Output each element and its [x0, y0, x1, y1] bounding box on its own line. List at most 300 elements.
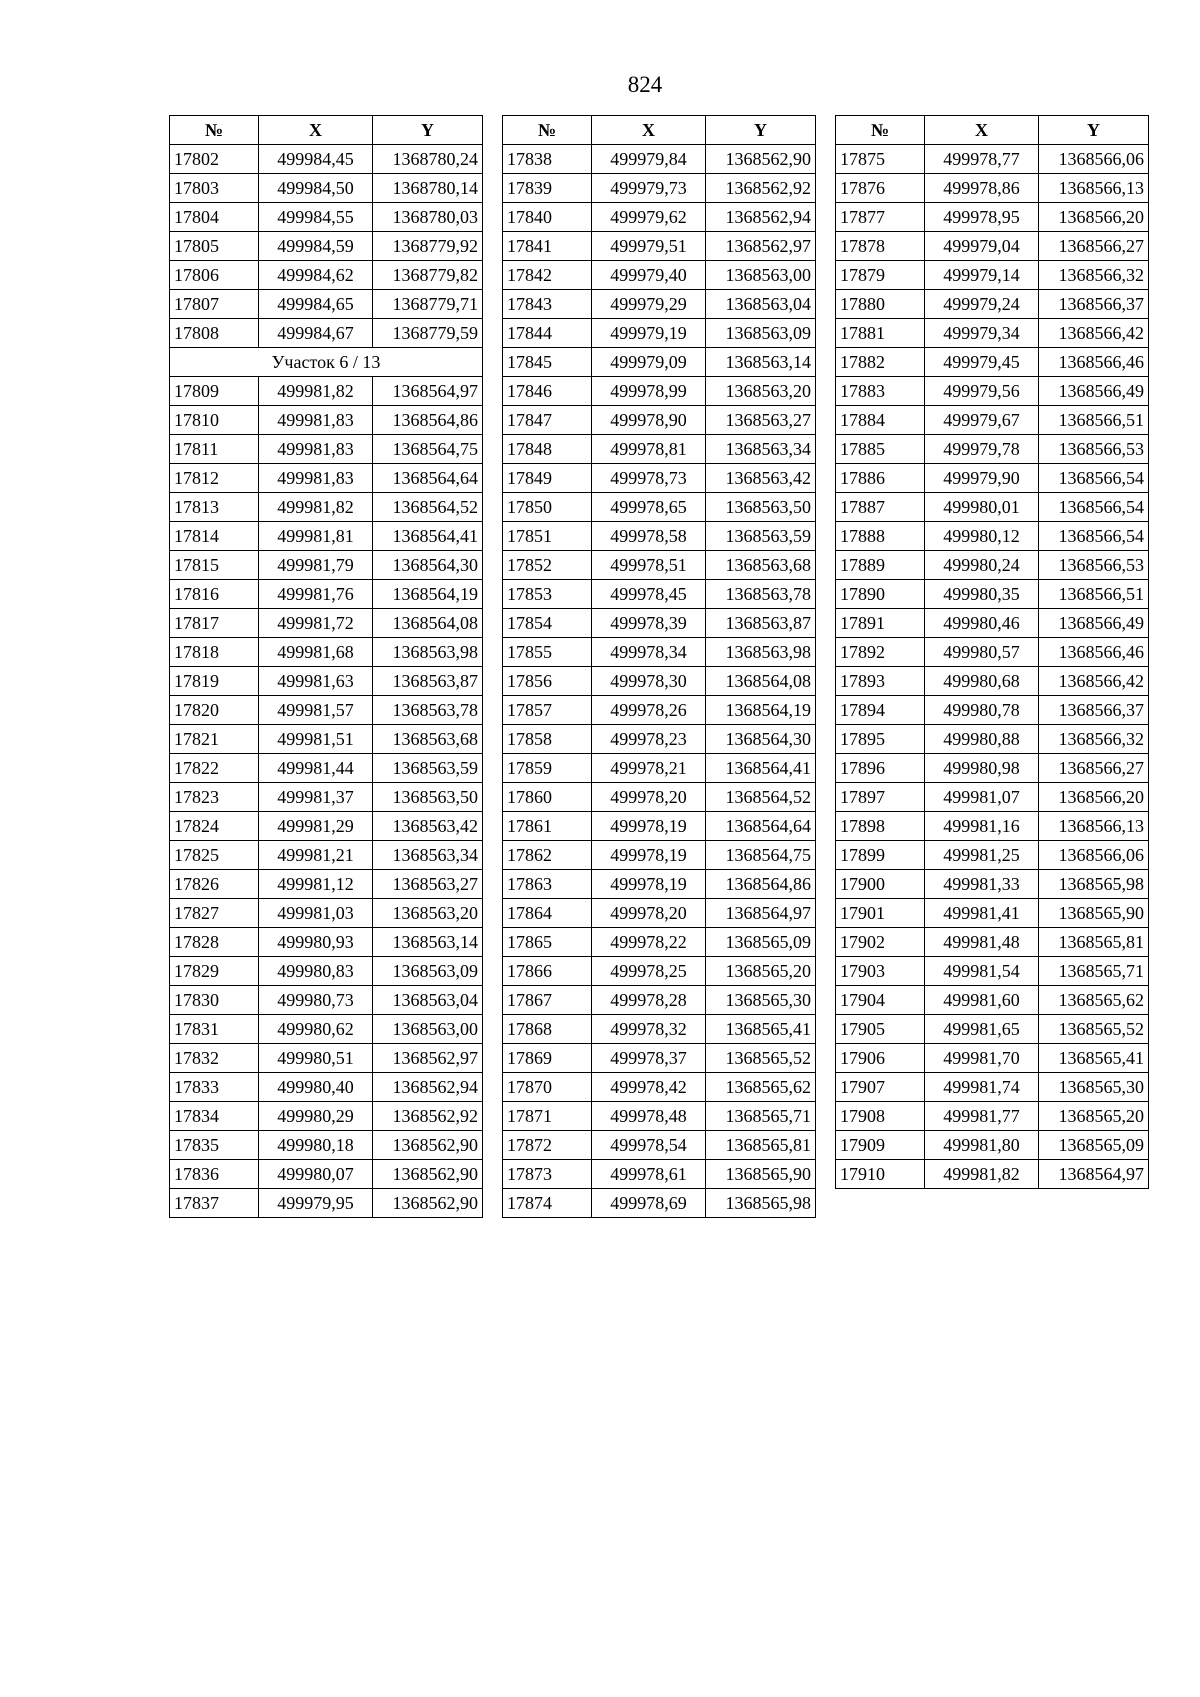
x-coordinate-cell: 499981,82 — [259, 377, 373, 406]
table-row — [170, 667, 483, 696]
y-coordinate-cell: 1368566,53 — [1039, 551, 1149, 580]
y-coordinate-cell: 1368564,30 — [373, 551, 483, 580]
table-row — [836, 261, 1149, 290]
x-coordinate-cell: 499979,67 — [925, 406, 1039, 435]
y-coordinate-cell: 1368564,75 — [706, 841, 816, 870]
x-coordinate-cell: 499978,51 — [592, 551, 706, 580]
x-coordinate-cell: 499981,57 — [259, 696, 373, 725]
table-row — [170, 870, 483, 899]
table-header-row — [503, 116, 816, 145]
table-row — [503, 1189, 816, 1218]
x-coordinate-cell: 499980,18 — [259, 1131, 373, 1160]
table-row — [503, 1073, 816, 1102]
point-number-cell: 17858 — [503, 725, 592, 754]
x-coordinate-cell: 499978,48 — [592, 1102, 706, 1131]
table-row — [836, 754, 1149, 783]
table-row — [836, 957, 1149, 986]
y-coordinate-cell: 1368566,51 — [1039, 406, 1149, 435]
x-coordinate-cell: 499979,56 — [925, 377, 1039, 406]
section-row — [170, 348, 483, 377]
x-coordinate-cell: 499981,12 — [259, 870, 373, 899]
x-coordinate-cell: 499978,45 — [592, 580, 706, 609]
point-number-cell: 17826 — [170, 870, 259, 899]
x-coordinate-cell: 499978,19 — [592, 812, 706, 841]
y-coordinate-cell: 1368566,54 — [1039, 493, 1149, 522]
point-number-cell: 17894 — [836, 696, 925, 725]
point-number-cell: 17899 — [836, 841, 925, 870]
x-coordinate-cell: 499981,48 — [925, 928, 1039, 957]
point-number-cell: 17853 — [503, 580, 592, 609]
point-number-cell: 17836 — [170, 1160, 259, 1189]
table-row — [170, 986, 483, 1015]
x-coordinate-cell: 499981,72 — [259, 609, 373, 638]
table-row — [503, 754, 816, 783]
point-number-cell: 17839 — [503, 174, 592, 203]
y-coordinate-cell: 1368563,09 — [373, 957, 483, 986]
point-number-cell: 17824 — [170, 812, 259, 841]
point-number-cell: 17855 — [503, 638, 592, 667]
point-number-cell: 17841 — [503, 232, 592, 261]
table-row — [836, 638, 1149, 667]
y-coordinate-cell: 1368566,37 — [1039, 696, 1149, 725]
table-row — [836, 783, 1149, 812]
y-coordinate-cell: 1368565,20 — [1039, 1102, 1149, 1131]
point-number-cell: 17883 — [836, 377, 925, 406]
x-coordinate-cell: 499978,69 — [592, 1189, 706, 1218]
column-header-x: X — [259, 116, 373, 145]
y-coordinate-cell: 1368563,50 — [373, 783, 483, 812]
y-coordinate-cell: 1368566,46 — [1039, 638, 1149, 667]
point-number-cell: 17851 — [503, 522, 592, 551]
point-number-cell: 17861 — [503, 812, 592, 841]
table-row — [503, 290, 816, 319]
table-row — [503, 609, 816, 638]
table-row — [503, 870, 816, 899]
y-coordinate-cell: 1368565,81 — [706, 1131, 816, 1160]
x-coordinate-cell: 499981,25 — [925, 841, 1039, 870]
x-coordinate-cell: 499979,78 — [925, 435, 1039, 464]
y-coordinate-cell: 1368564,97 — [1039, 1160, 1149, 1189]
point-number-cell: 17859 — [503, 754, 592, 783]
point-number-cell: 17908 — [836, 1102, 925, 1131]
x-coordinate-cell: 499978,32 — [592, 1015, 706, 1044]
table-row — [170, 580, 483, 609]
y-coordinate-cell: 1368566,27 — [1039, 754, 1149, 783]
table-row — [503, 812, 816, 841]
table-row — [170, 377, 483, 406]
point-number-cell: 17869 — [503, 1044, 592, 1073]
x-coordinate-cell: 499978,99 — [592, 377, 706, 406]
y-coordinate-cell: 1368565,20 — [706, 957, 816, 986]
table-row — [170, 406, 483, 435]
x-coordinate-cell: 499980,68 — [925, 667, 1039, 696]
point-number-cell: 17828 — [170, 928, 259, 957]
point-number-cell: 17870 — [503, 1073, 592, 1102]
coordinates-table-1 — [169, 115, 483, 1218]
x-coordinate-cell: 499979,90 — [925, 464, 1039, 493]
table-row — [170, 232, 483, 261]
point-number-cell: 17844 — [503, 319, 592, 348]
y-coordinate-cell: 1368565,90 — [1039, 899, 1149, 928]
point-number-cell: 17827 — [170, 899, 259, 928]
table-row — [836, 928, 1149, 957]
table-row — [836, 464, 1149, 493]
y-coordinate-cell: 1368566,42 — [1039, 667, 1149, 696]
point-number-cell: 17871 — [503, 1102, 592, 1131]
point-number-cell: 17832 — [170, 1044, 259, 1073]
x-coordinate-cell: 499981,54 — [925, 957, 1039, 986]
table-row — [836, 1102, 1149, 1131]
point-number-cell: 17819 — [170, 667, 259, 696]
x-coordinate-cell: 499980,88 — [925, 725, 1039, 754]
table-row — [836, 986, 1149, 1015]
y-coordinate-cell: 1368562,90 — [373, 1189, 483, 1218]
table-row — [170, 174, 483, 203]
table-row — [503, 464, 816, 493]
table-row — [170, 783, 483, 812]
point-number-cell: 17806 — [170, 261, 259, 290]
table-header-row — [836, 116, 1149, 145]
x-coordinate-cell: 499981,41 — [925, 899, 1039, 928]
point-number-cell: 17818 — [170, 638, 259, 667]
table-row — [170, 754, 483, 783]
table-row — [170, 725, 483, 754]
point-number-cell: 17825 — [170, 841, 259, 870]
point-number-cell: 17810 — [170, 406, 259, 435]
y-coordinate-cell: 1368565,98 — [706, 1189, 816, 1218]
y-coordinate-cell: 1368565,09 — [706, 928, 816, 957]
table-row — [836, 406, 1149, 435]
x-coordinate-cell: 499978,86 — [925, 174, 1039, 203]
y-coordinate-cell: 1368566,06 — [1039, 145, 1149, 174]
table-row — [503, 638, 816, 667]
point-number-cell: 17872 — [503, 1131, 592, 1160]
x-coordinate-cell: 499980,83 — [259, 957, 373, 986]
x-coordinate-cell: 499978,73 — [592, 464, 706, 493]
column-header-y: Y — [373, 116, 483, 145]
x-coordinate-cell: 499981,60 — [925, 986, 1039, 1015]
point-number-cell: 17817 — [170, 609, 259, 638]
y-coordinate-cell: 1368566,13 — [1039, 812, 1149, 841]
point-number-cell: 17886 — [836, 464, 925, 493]
point-number-cell: 17816 — [170, 580, 259, 609]
y-coordinate-cell: 1368565,52 — [1039, 1015, 1149, 1044]
x-coordinate-cell: 499981,33 — [925, 870, 1039, 899]
table-row — [836, 319, 1149, 348]
y-coordinate-cell: 1368566,13 — [1039, 174, 1149, 203]
y-coordinate-cell: 1368779,71 — [373, 290, 483, 319]
x-coordinate-cell: 499981,83 — [259, 406, 373, 435]
x-coordinate-cell: 499978,21 — [592, 754, 706, 783]
y-coordinate-cell: 1368566,32 — [1039, 725, 1149, 754]
y-coordinate-cell: 1368563,00 — [706, 261, 816, 290]
x-coordinate-cell: 499978,42 — [592, 1073, 706, 1102]
y-coordinate-cell: 1368563,27 — [373, 870, 483, 899]
table-row — [170, 696, 483, 725]
y-coordinate-cell: 1368564,97 — [373, 377, 483, 406]
x-coordinate-cell: 499980,78 — [925, 696, 1039, 725]
y-coordinate-cell: 1368564,30 — [706, 725, 816, 754]
point-number-cell: 17811 — [170, 435, 259, 464]
point-number-cell: 17860 — [503, 783, 592, 812]
table-row — [170, 1015, 483, 1044]
x-coordinate-cell: 499978,22 — [592, 928, 706, 957]
x-coordinate-cell: 499984,65 — [259, 290, 373, 319]
table-row — [170, 638, 483, 667]
point-number-cell: 17813 — [170, 493, 259, 522]
table-row — [503, 174, 816, 203]
x-coordinate-cell: 499978,58 — [592, 522, 706, 551]
point-number-cell: 17808 — [170, 319, 259, 348]
point-number-cell: 17820 — [170, 696, 259, 725]
y-coordinate-cell: 1368565,62 — [1039, 986, 1149, 1015]
point-number-cell: 17898 — [836, 812, 925, 841]
point-number-cell: 17903 — [836, 957, 925, 986]
table-row — [836, 696, 1149, 725]
table-row — [170, 1131, 483, 1160]
point-number-cell: 17845 — [503, 348, 592, 377]
x-coordinate-cell: 499980,51 — [259, 1044, 373, 1073]
y-coordinate-cell: 1368563,34 — [706, 435, 816, 464]
x-coordinate-cell: 499984,50 — [259, 174, 373, 203]
point-number-cell: 17868 — [503, 1015, 592, 1044]
table-row — [503, 377, 816, 406]
point-number-cell: 17879 — [836, 261, 925, 290]
y-coordinate-cell: 1368565,09 — [1039, 1131, 1149, 1160]
x-coordinate-cell: 499978,26 — [592, 696, 706, 725]
y-coordinate-cell: 1368564,64 — [706, 812, 816, 841]
point-number-cell: 17807 — [170, 290, 259, 319]
y-coordinate-cell: 1368563,09 — [706, 319, 816, 348]
point-number-cell: 17901 — [836, 899, 925, 928]
table-row — [503, 1160, 816, 1189]
point-number-cell: 17906 — [836, 1044, 925, 1073]
x-coordinate-cell: 499981,79 — [259, 551, 373, 580]
point-number-cell: 17805 — [170, 232, 259, 261]
point-number-cell: 17895 — [836, 725, 925, 754]
x-coordinate-cell: 499984,55 — [259, 203, 373, 232]
point-number-cell: 17812 — [170, 464, 259, 493]
x-coordinate-cell: 499981,82 — [259, 493, 373, 522]
x-coordinate-cell: 499981,82 — [925, 1160, 1039, 1189]
y-coordinate-cell: 1368563,04 — [706, 290, 816, 319]
y-coordinate-cell: 1368566,46 — [1039, 348, 1149, 377]
point-number-cell: 17843 — [503, 290, 592, 319]
y-coordinate-cell: 1368779,92 — [373, 232, 483, 261]
table-row — [170, 319, 483, 348]
y-coordinate-cell: 1368564,97 — [706, 899, 816, 928]
x-coordinate-cell: 499979,09 — [592, 348, 706, 377]
y-coordinate-cell: 1368563,68 — [373, 725, 483, 754]
x-coordinate-cell: 499978,61 — [592, 1160, 706, 1189]
table-row — [170, 290, 483, 319]
x-coordinate-cell: 499980,93 — [259, 928, 373, 957]
y-coordinate-cell: 1368563,34 — [373, 841, 483, 870]
point-number-cell: 17885 — [836, 435, 925, 464]
point-number-cell: 17814 — [170, 522, 259, 551]
y-coordinate-cell: 1368565,41 — [706, 1015, 816, 1044]
y-coordinate-cell: 1368565,30 — [706, 986, 816, 1015]
y-coordinate-cell: 1368565,71 — [706, 1102, 816, 1131]
point-number-cell: 17847 — [503, 406, 592, 435]
table-row — [170, 522, 483, 551]
table-row — [170, 957, 483, 986]
x-coordinate-cell: 499978,28 — [592, 986, 706, 1015]
y-coordinate-cell: 1368562,92 — [373, 1102, 483, 1131]
table-row — [503, 957, 816, 986]
point-number-cell: 17809 — [170, 377, 259, 406]
x-coordinate-cell: 499979,84 — [592, 145, 706, 174]
y-coordinate-cell: 1368562,94 — [706, 203, 816, 232]
point-number-cell: 17875 — [836, 145, 925, 174]
y-coordinate-cell: 1368562,90 — [373, 1160, 483, 1189]
point-number-cell: 17888 — [836, 522, 925, 551]
point-number-cell: 17864 — [503, 899, 592, 928]
x-coordinate-cell: 499978,77 — [925, 145, 1039, 174]
x-coordinate-cell: 499980,35 — [925, 580, 1039, 609]
y-coordinate-cell: 1368562,92 — [706, 174, 816, 203]
x-coordinate-cell: 499981,63 — [259, 667, 373, 696]
point-number-cell: 17846 — [503, 377, 592, 406]
x-coordinate-cell: 499978,37 — [592, 1044, 706, 1073]
x-coordinate-cell: 499980,57 — [925, 638, 1039, 667]
column-header-x: X — [592, 116, 706, 145]
table-row — [170, 464, 483, 493]
x-coordinate-cell: 499981,21 — [259, 841, 373, 870]
y-coordinate-cell: 1368564,41 — [373, 522, 483, 551]
table-row — [503, 232, 816, 261]
x-coordinate-cell: 499979,40 — [592, 261, 706, 290]
table-row — [836, 725, 1149, 754]
table-row — [503, 1015, 816, 1044]
point-number-cell: 17830 — [170, 986, 259, 1015]
y-coordinate-cell: 1368565,71 — [1039, 957, 1149, 986]
point-number-cell: 17863 — [503, 870, 592, 899]
point-number-cell: 17882 — [836, 348, 925, 377]
point-number-cell: 17876 — [836, 174, 925, 203]
x-coordinate-cell: 499978,19 — [592, 841, 706, 870]
y-coordinate-cell: 1368563,14 — [706, 348, 816, 377]
y-coordinate-cell: 1368566,20 — [1039, 783, 1149, 812]
table-row — [836, 522, 1149, 551]
x-coordinate-cell: 499978,65 — [592, 493, 706, 522]
y-coordinate-cell: 1368563,87 — [706, 609, 816, 638]
table-row — [503, 1131, 816, 1160]
point-number-cell: 17842 — [503, 261, 592, 290]
column-header-y: Y — [706, 116, 816, 145]
coordinates-table-2 — [502, 115, 816, 1218]
table-row — [836, 203, 1149, 232]
x-coordinate-cell: 499979,24 — [925, 290, 1039, 319]
x-coordinate-cell: 499981,44 — [259, 754, 373, 783]
table-row — [170, 145, 483, 174]
y-coordinate-cell: 1368562,97 — [706, 232, 816, 261]
point-number-cell: 17831 — [170, 1015, 259, 1044]
point-number-cell: 17823 — [170, 783, 259, 812]
y-coordinate-cell: 1368562,90 — [373, 1131, 483, 1160]
table-row — [836, 493, 1149, 522]
table-row — [503, 899, 816, 928]
x-coordinate-cell: 499984,45 — [259, 145, 373, 174]
table-row — [170, 261, 483, 290]
table-row — [836, 377, 1149, 406]
y-coordinate-cell: 1368565,98 — [1039, 870, 1149, 899]
point-number-cell: 17866 — [503, 957, 592, 986]
x-coordinate-cell: 499979,62 — [592, 203, 706, 232]
column-header-y: Y — [1039, 116, 1149, 145]
table-row — [503, 522, 816, 551]
table-row — [503, 145, 816, 174]
x-coordinate-cell: 499978,39 — [592, 609, 706, 638]
y-coordinate-cell: 1368563,42 — [373, 812, 483, 841]
y-coordinate-cell: 1368564,08 — [706, 667, 816, 696]
table-header-row — [170, 116, 483, 145]
x-coordinate-cell: 499980,12 — [925, 522, 1039, 551]
table-row — [836, 174, 1149, 203]
table-row — [170, 1160, 483, 1189]
y-coordinate-cell: 1368564,52 — [373, 493, 483, 522]
x-coordinate-cell: 499981,83 — [259, 464, 373, 493]
point-number-cell: 17856 — [503, 667, 592, 696]
table-row — [836, 841, 1149, 870]
x-coordinate-cell: 499979,04 — [925, 232, 1039, 261]
x-coordinate-cell: 499980,24 — [925, 551, 1039, 580]
x-coordinate-cell: 499978,95 — [925, 203, 1039, 232]
y-coordinate-cell: 1368566,27 — [1039, 232, 1149, 261]
y-coordinate-cell: 1368564,75 — [373, 435, 483, 464]
y-coordinate-cell: 1368779,59 — [373, 319, 483, 348]
table-row — [170, 899, 483, 928]
point-number-cell: 17878 — [836, 232, 925, 261]
point-number-cell: 17835 — [170, 1131, 259, 1160]
y-coordinate-cell: 1368564,19 — [373, 580, 483, 609]
point-number-cell: 17838 — [503, 145, 592, 174]
y-coordinate-cell: 1368563,20 — [706, 377, 816, 406]
x-coordinate-cell: 499979,51 — [592, 232, 706, 261]
point-number-cell: 17854 — [503, 609, 592, 638]
x-coordinate-cell: 499981,37 — [259, 783, 373, 812]
x-coordinate-cell: 499980,73 — [259, 986, 373, 1015]
point-number-cell: 17822 — [170, 754, 259, 783]
table-row — [170, 609, 483, 638]
y-coordinate-cell: 1368566,37 — [1039, 290, 1149, 319]
point-number-cell: 17867 — [503, 986, 592, 1015]
point-number-cell: 17893 — [836, 667, 925, 696]
y-coordinate-cell: 1368563,27 — [706, 406, 816, 435]
point-number-cell: 17829 — [170, 957, 259, 986]
point-number-cell: 17877 — [836, 203, 925, 232]
point-number-cell: 17862 — [503, 841, 592, 870]
point-number-cell: 17803 — [170, 174, 259, 203]
y-coordinate-cell: 1368562,90 — [706, 145, 816, 174]
point-number-cell: 17834 — [170, 1102, 259, 1131]
table-row — [503, 319, 816, 348]
table-row — [836, 870, 1149, 899]
point-number-cell: 17889 — [836, 551, 925, 580]
x-coordinate-cell: 499984,59 — [259, 232, 373, 261]
x-coordinate-cell: 499981,03 — [259, 899, 373, 928]
x-coordinate-cell: 499978,20 — [592, 783, 706, 812]
x-coordinate-cell: 499980,29 — [259, 1102, 373, 1131]
table-row — [170, 493, 483, 522]
point-number-cell: 17881 — [836, 319, 925, 348]
point-number-cell: 17873 — [503, 1160, 592, 1189]
table-row — [836, 348, 1149, 377]
x-coordinate-cell: 499979,95 — [259, 1189, 373, 1218]
table-row — [503, 493, 816, 522]
y-coordinate-cell: 1368566,20 — [1039, 203, 1149, 232]
y-coordinate-cell: 1368562,94 — [373, 1073, 483, 1102]
